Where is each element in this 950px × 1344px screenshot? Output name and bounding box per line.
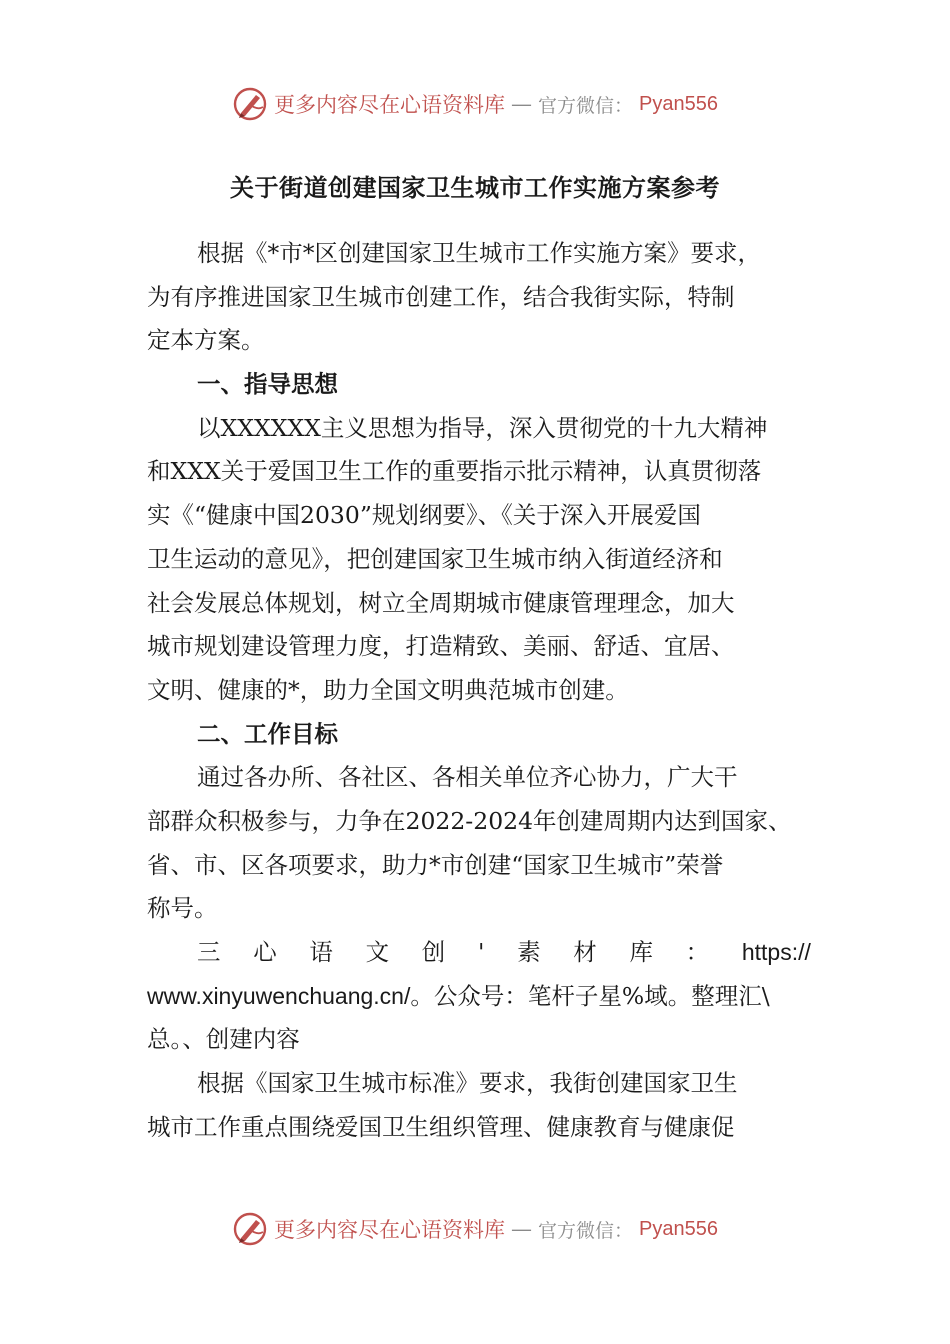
watermark-char: 语 — [309, 938, 333, 966]
footer-banner — [0, 1205, 950, 1253]
watermark-char: 心 — [253, 938, 277, 966]
header-banner — [0, 80, 950, 128]
body-line: 通过各办所、各社区、各相关单位齐心协力，广大干 — [197, 763, 738, 792]
watermark-text: 。公众号：笔杆子星%域。整理汇\ — [410, 981, 770, 1010]
watermark-url-prefix: https:// — [741, 939, 811, 965]
body-line: 总。、创建内容 — [147, 1025, 300, 1054]
banner-separator: — — [511, 92, 532, 116]
watermark-char: ' — [477, 938, 485, 966]
watermark-char: 创 — [421, 938, 446, 966]
banner-wechat-id: Pyan556 — [639, 1217, 718, 1240]
body-line: 城市工作重点围绕爱国卫生组织管理、健康教育与健康促 — [147, 1112, 735, 1141]
watermark-char: 材 — [573, 938, 597, 966]
section-heading: 二、工作目标 — [197, 719, 338, 748]
body-line: 根据《国家卫生城市标准》要求，我街创建国家卫生 — [197, 1069, 738, 1098]
watermark-char: 文 — [365, 938, 390, 966]
body-line: 部群众积极参与，力争在2022-2024年创建周期内达到国家、 — [147, 806, 792, 835]
body-line: 为有序推进国家卫生城市创建工作，结合我街实际，特制 — [147, 282, 735, 311]
body-line: 以XXXXXX主义思想为指导，深入贯彻党的十九大精神 — [197, 413, 768, 442]
body-line: 实《“健康中国2030”规划纲要》、《关于深入开展爱国 — [147, 501, 701, 530]
watermark-char: 素 — [517, 938, 541, 966]
body-line: 社会发展总体规划，树立全周期城市健康管理理念，加大 — [147, 588, 735, 617]
watermark-char: 库 — [629, 938, 653, 966]
document-body — [147, 232, 811, 1149]
document-title: 关于街道创建国家卫生城市工作实施方案参考 — [230, 173, 720, 202]
body-line: 省、市、区各项要求，助力*市创建“国家卫生城市”荣誉 — [147, 850, 724, 879]
banner-separator: — — [511, 1217, 532, 1241]
body-line: 和XXX关于爱国卫生工作的重要指示批示精神，认真贯彻落 — [147, 457, 762, 486]
banner-wechat-id: Pyan556 — [639, 92, 718, 115]
banner-text: 更多内容尽在心语资料库 — [274, 93, 505, 117]
watermark-url: www.xinyuwenchuang.cn/ — [147, 982, 411, 1009]
banner-subtext: 官方微信： — [538, 94, 634, 117]
watermark-char: 三 — [197, 938, 221, 966]
pen-logo-icon — [232, 1211, 268, 1247]
banner-text: 更多内容尽在心语资料库 — [274, 1218, 505, 1242]
body-line: 根据《*市*区创建国家卫生城市工作实施方案》要求， — [197, 239, 761, 267]
banner-subtext: 官方微信： — [538, 1219, 634, 1242]
watermark-char: ： — [685, 938, 710, 966]
pen-logo-icon — [232, 86, 268, 122]
watermark-line — [147, 931, 811, 975]
body-line — [147, 975, 811, 1019]
body-line: 称号。 — [147, 894, 218, 923]
body-line: 城市规划建设管理力度，打造精致、美丽、舒适、宜居、 — [147, 632, 735, 661]
body-line: 定本方案。 — [147, 326, 265, 355]
section-heading: 一、指导思想 — [197, 370, 338, 399]
body-line: 卫生运动的意见》，把创建国家卫生城市纳入街道经济和 — [147, 544, 723, 573]
body-line: 文明、健康的*，助力全国文明典范城市创建。 — [147, 675, 629, 704]
